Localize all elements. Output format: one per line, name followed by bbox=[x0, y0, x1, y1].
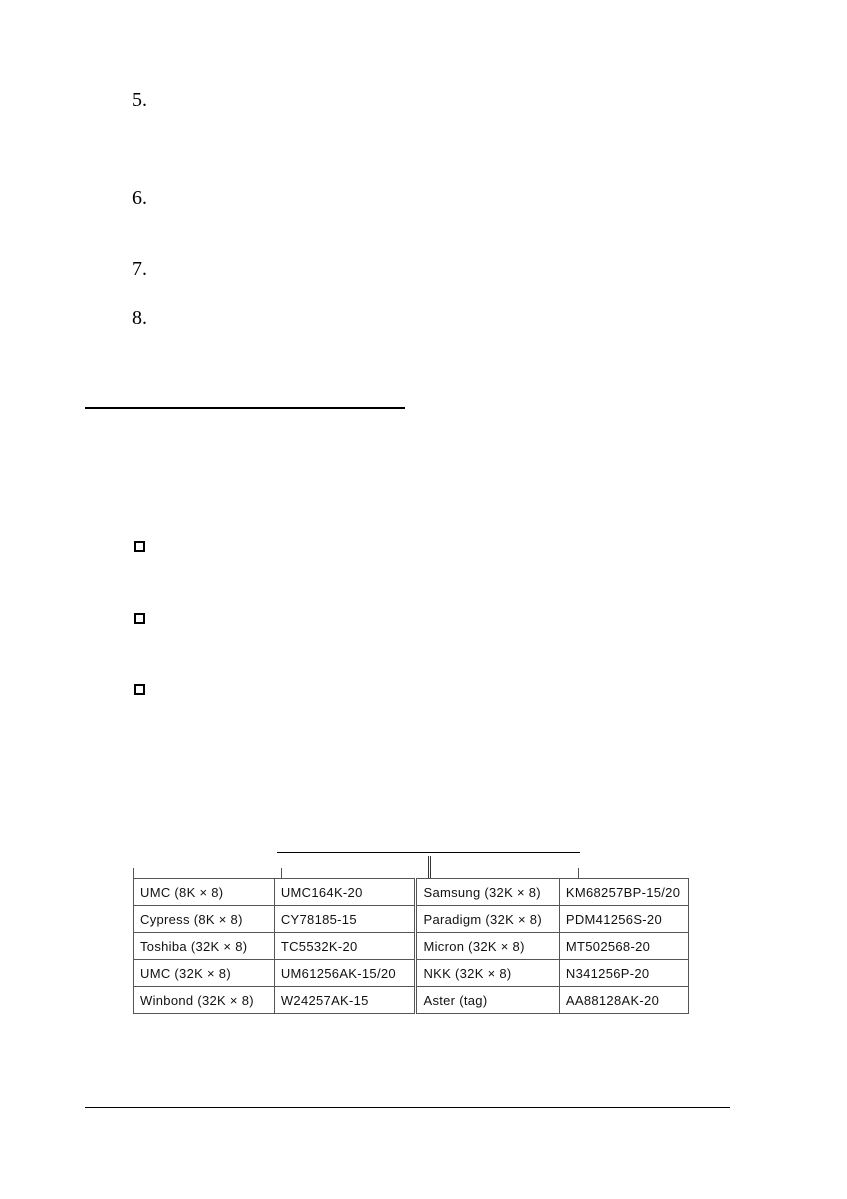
table-cell-part-number: TC5532K-20 bbox=[274, 933, 416, 960]
list-number-5: 5. bbox=[132, 89, 147, 111]
memory-chip-table-container bbox=[133, 878, 689, 1016]
table-header-divider bbox=[428, 856, 431, 878]
table-cell-manufacturer: UMC (8K × 8) bbox=[134, 879, 275, 906]
memory-chip-table bbox=[133, 878, 689, 1014]
table-cell-manufacturer: Aster (tag) bbox=[416, 987, 559, 1014]
checkbox-2[interactable] bbox=[134, 613, 145, 624]
table-cell-part-number: MT502568-20 bbox=[559, 933, 688, 960]
table-cell-manufacturer: Toshiba (32K × 8) bbox=[134, 933, 275, 960]
table-cell-manufacturer: Winbond (32K × 8) bbox=[134, 987, 275, 1014]
list-number-8: 8. bbox=[132, 307, 147, 329]
table-header-right-tick bbox=[578, 868, 579, 878]
table-cell-manufacturer: Paradigm (32K × 8) bbox=[416, 906, 559, 933]
table-cell-manufacturer: NKK (32K × 8) bbox=[416, 960, 559, 987]
table-cell-part-number: AA88128AK-20 bbox=[559, 987, 688, 1014]
section-heading-underline bbox=[85, 407, 405, 409]
checkbox-1[interactable] bbox=[134, 541, 145, 552]
table-row bbox=[134, 879, 689, 906]
table-cell-part-number: PDM41256S-20 bbox=[559, 906, 688, 933]
table-row bbox=[134, 933, 689, 960]
table-cell-part-number: KM68257BP-15/20 bbox=[559, 879, 688, 906]
table-header-left-tick bbox=[133, 868, 134, 878]
list-number-7: 7. bbox=[132, 258, 147, 280]
footer-rule bbox=[85, 1107, 730, 1108]
table-cell-part-number: N341256P-20 bbox=[559, 960, 688, 987]
table-header-mid-tick bbox=[281, 868, 282, 878]
table-cell-manufacturer: Samsung (32K × 8) bbox=[416, 879, 559, 906]
table-cell-part-number: UM61256AK-15/20 bbox=[274, 960, 416, 987]
table-cell-manufacturer: UMC (32K × 8) bbox=[134, 960, 275, 987]
table-header-line bbox=[277, 852, 580, 853]
checkbox-3[interactable] bbox=[134, 684, 145, 695]
table-cell-manufacturer: Cypress (8K × 8) bbox=[134, 906, 275, 933]
table-cell-part-number: UMC164K-20 bbox=[274, 879, 416, 906]
table-cell-part-number: CY78185-15 bbox=[274, 906, 416, 933]
table-row bbox=[134, 906, 689, 933]
list-number-6: 6. bbox=[132, 187, 147, 209]
table-row bbox=[134, 987, 689, 1014]
table-cell-manufacturer: Micron (32K × 8) bbox=[416, 933, 559, 960]
table-cell-part-number: W24257AK-15 bbox=[274, 987, 416, 1014]
table-row bbox=[134, 960, 689, 987]
